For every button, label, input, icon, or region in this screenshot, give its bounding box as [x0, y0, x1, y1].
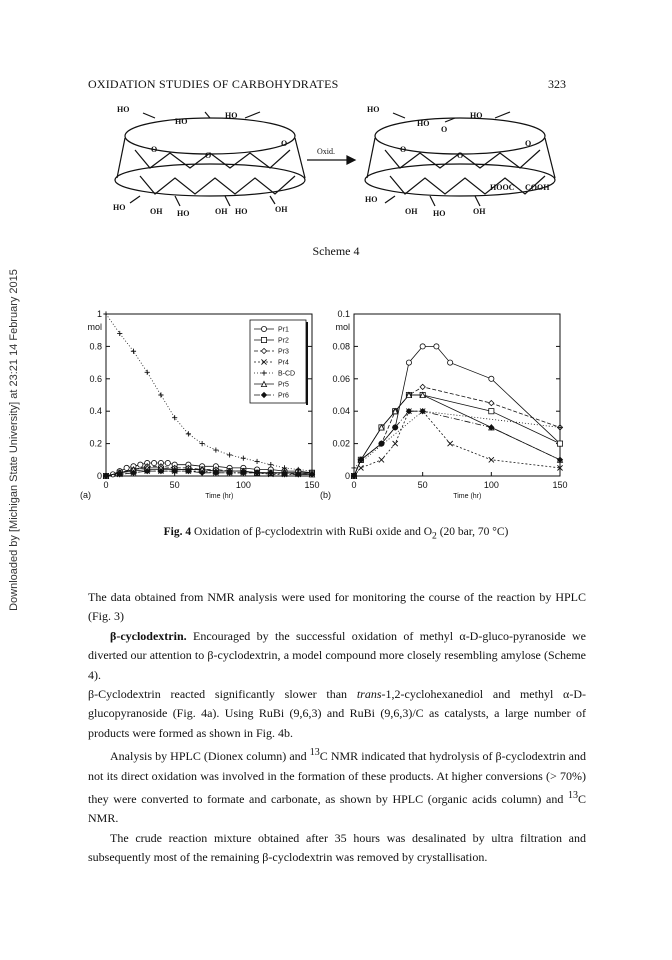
data-point	[489, 409, 494, 414]
figure-caption-sub: 2	[432, 530, 437, 542]
paragraph-4-sup: 13	[309, 747, 320, 759]
legend-label: B-CD	[278, 370, 296, 378]
page-number: 323	[548, 77, 566, 91]
series-line	[106, 471, 312, 476]
scheme-right-ho1: HO	[367, 105, 380, 114]
y-tick-label: 1	[96, 309, 102, 319]
scheme-right-o3: O	[525, 139, 532, 148]
data-point	[489, 401, 494, 406]
legend-label: Pr5	[278, 381, 289, 389]
paragraph-3-sc: D	[573, 687, 583, 702]
data-point	[420, 384, 425, 389]
y-tick-label: 0	[344, 471, 350, 481]
paragraph-4-b: C NMR indicated that hydrolysis of β-cyclodextrin and not its direct oxidation was involved in the formation of these products. At higher conversions (> 70%) they were converted to formate and carbonate, as shown by HPLC (organic acids column) and	[88, 749, 587, 807]
legend	[250, 320, 307, 405]
scheme-left-o3: O	[281, 139, 288, 148]
paragraph-3	[88, 685, 586, 743]
data-point	[213, 447, 218, 452]
y-tick-label: 0.8	[89, 341, 102, 352]
legend-label: Pr4	[278, 359, 289, 367]
y-axis-label: mol	[87, 322, 102, 332]
data-point	[379, 457, 384, 462]
scheme-left-ho1: HO	[117, 105, 130, 114]
scheme-right-oh2: OH	[473, 207, 486, 216]
series-pr5	[351, 392, 562, 478]
paragraph-3-a: β-Cyclodextrin reacted significantly slower than	[88, 687, 357, 702]
data-point	[103, 311, 108, 316]
data-point	[434, 344, 439, 349]
scheme-caption: Scheme 4	[312, 244, 360, 258]
x-axis-label: Time (hr)	[205, 493, 234, 500]
x-tick-label: 100	[483, 480, 499, 490]
paragraph-3-c: -glucopyranoside (Fig. 4a). Using RuBi (9,6,3) and RuBi (9,6,3)/C as catalysts, a large number of products were formed as shown in Fig. 4b.	[88, 687, 587, 740]
data-point	[489, 376, 494, 381]
scheme-right-cooh: COOH	[525, 183, 550, 192]
y-tick-label: 0.4	[89, 406, 102, 417]
y-tick-label: 0.06	[332, 373, 350, 384]
data-point	[351, 465, 356, 470]
download-watermark-text: Downloaded by [Michigan State University] at 23:21 14 February 2015	[8, 269, 20, 611]
paragraph-4-a: Analysis by HPLC (Dionex column) and	[110, 749, 310, 764]
paragraph-3-em: trans	[356, 687, 382, 702]
series-line	[354, 387, 560, 476]
y-tick-label: 0.2	[89, 438, 102, 449]
x-tick-label: 150	[552, 480, 568, 490]
series-line	[354, 411, 560, 476]
legend-label: Pr6	[278, 392, 289, 400]
data-point	[420, 344, 425, 349]
data-point	[117, 331, 122, 336]
data-point	[241, 456, 246, 461]
scheme-4-diagram	[95, 98, 565, 218]
paragraph-4-sup2: 13	[567, 790, 578, 802]
scheme-right-ho5: HO	[433, 209, 446, 218]
data-point	[165, 460, 170, 465]
paragraph-3-b: -1,2-cyclohexanediol and methyl α-	[381, 687, 574, 702]
data-point	[489, 457, 494, 462]
scheme-right-ho3: HO	[470, 111, 483, 120]
series-line	[354, 395, 560, 476]
paragraph-4-c: C NMR.	[88, 792, 586, 826]
data-point	[200, 441, 205, 446]
x-tick-label: 0	[351, 480, 357, 490]
x-tick-label: 150	[304, 480, 320, 490]
scheme-left-ho6: HO	[235, 207, 248, 216]
series-pr6	[351, 409, 562, 479]
paragraph-2	[88, 627, 586, 685]
data-point	[254, 459, 259, 464]
y-axis-label: mol	[335, 322, 350, 332]
data-point	[448, 360, 453, 365]
scheme-left-ho2: HO	[175, 117, 188, 126]
download-watermark	[4, 140, 24, 740]
data-point	[557, 425, 562, 430]
series-pr2	[351, 392, 562, 478]
data-point	[557, 441, 562, 446]
data-point	[358, 465, 363, 470]
series-line	[354, 395, 560, 476]
scheme-right-ho2: HO	[417, 119, 430, 128]
y-tick-label: 0.02	[332, 438, 350, 449]
data-point	[406, 360, 411, 365]
chart-panel-a	[78, 306, 318, 516]
figure-caption-tail: (20 bar, 70 °C)	[439, 526, 509, 538]
scheme-left-ho5: HO	[177, 209, 190, 218]
x-tick-label: 50	[417, 480, 428, 490]
y-tick-label: 0.1	[337, 309, 350, 319]
legend-marker	[261, 326, 266, 331]
figure-caption-label: Fig. 4	[163, 526, 192, 538]
scheme-right-ho4: HO	[365, 195, 378, 204]
x-tick-label: 100	[235, 480, 251, 490]
y-tick-label: 0	[96, 471, 102, 481]
x-tick-label: 0	[103, 480, 109, 490]
scheme-left-oh3: OH	[275, 205, 288, 214]
paragraph-4	[88, 743, 586, 829]
scheme-left-oh2: OH	[215, 207, 228, 216]
scheme-right-oh1: OH	[405, 207, 418, 216]
y-tick-label: 0.6	[89, 373, 102, 384]
scheme-right-o2: O	[457, 151, 464, 160]
data-point	[227, 452, 232, 457]
scheme-right-o1: O	[400, 145, 407, 154]
data-point	[158, 392, 163, 397]
y-tick-label: 0.08	[332, 341, 350, 352]
data-point	[186, 431, 191, 436]
reaction-arrow	[307, 156, 355, 164]
scheme-left-oh1: OH	[150, 207, 163, 216]
panel-label: (b)	[320, 490, 331, 500]
x-tick-label: 50	[169, 480, 180, 490]
paragraph-2-text: Encouraged by the successful oxidation of methyl α-D-gluco-pyranoside we diverted our attention to β-cyclodextrin, a model compound more closely resembling amylose (Scheme 4).	[88, 628, 587, 682]
legend-label: Pr3	[278, 348, 289, 356]
paragraph-1: The data obtained from NMR analysis were used for monitoring the course of the reaction by HPLC (Fig. 3)	[88, 590, 586, 624]
figure-caption	[0, 526, 672, 541]
y-tick-label: 0.04	[332, 406, 350, 417]
figure-caption-text: Oxidation of β-cyclodextrin with RuBi oxide and O	[193, 526, 433, 538]
paragraph-2-heading: β-cyclodextrin.	[110, 628, 187, 643]
data-point	[124, 465, 129, 470]
data-point	[448, 441, 453, 446]
x-axis-label: Time (hr)	[453, 493, 482, 500]
scheme-right-o-ring: O	[441, 125, 448, 134]
scheme-left-o2: O	[205, 151, 212, 160]
series-line	[354, 411, 560, 476]
scheme-right-hooc: HOOC	[490, 183, 515, 192]
scheme-left-o1: O	[151, 145, 158, 154]
chart-panel-b	[318, 306, 568, 516]
legend-marker	[261, 337, 266, 342]
data-point	[138, 462, 143, 467]
scheme-left-ho3: HO	[225, 111, 238, 120]
panel-label: (a)	[80, 490, 91, 500]
data-point	[145, 370, 150, 375]
legend-label: Pr1	[278, 326, 289, 334]
scheme-arrow-label: Oxid.	[317, 147, 335, 156]
legend-label: Pr2	[278, 337, 289, 345]
series-line	[106, 466, 312, 476]
running-head: OXIDATION STUDIES OF CARBOHYDRATES	[88, 77, 339, 91]
body-text	[88, 588, 586, 868]
scheme-left-ho4: HO	[113, 203, 126, 212]
data-point	[131, 349, 136, 354]
data-point	[393, 441, 398, 446]
paragraph-5: The crude reaction mixture obtained after 35 hours was desalinated by ultra filtration and subsequently most of the remaining β-cyclodextrin was removed by crystallisation.	[88, 830, 586, 865]
series-line	[106, 471, 312, 476]
data-point	[172, 415, 177, 420]
data-point	[268, 462, 273, 467]
data-point	[151, 460, 156, 465]
